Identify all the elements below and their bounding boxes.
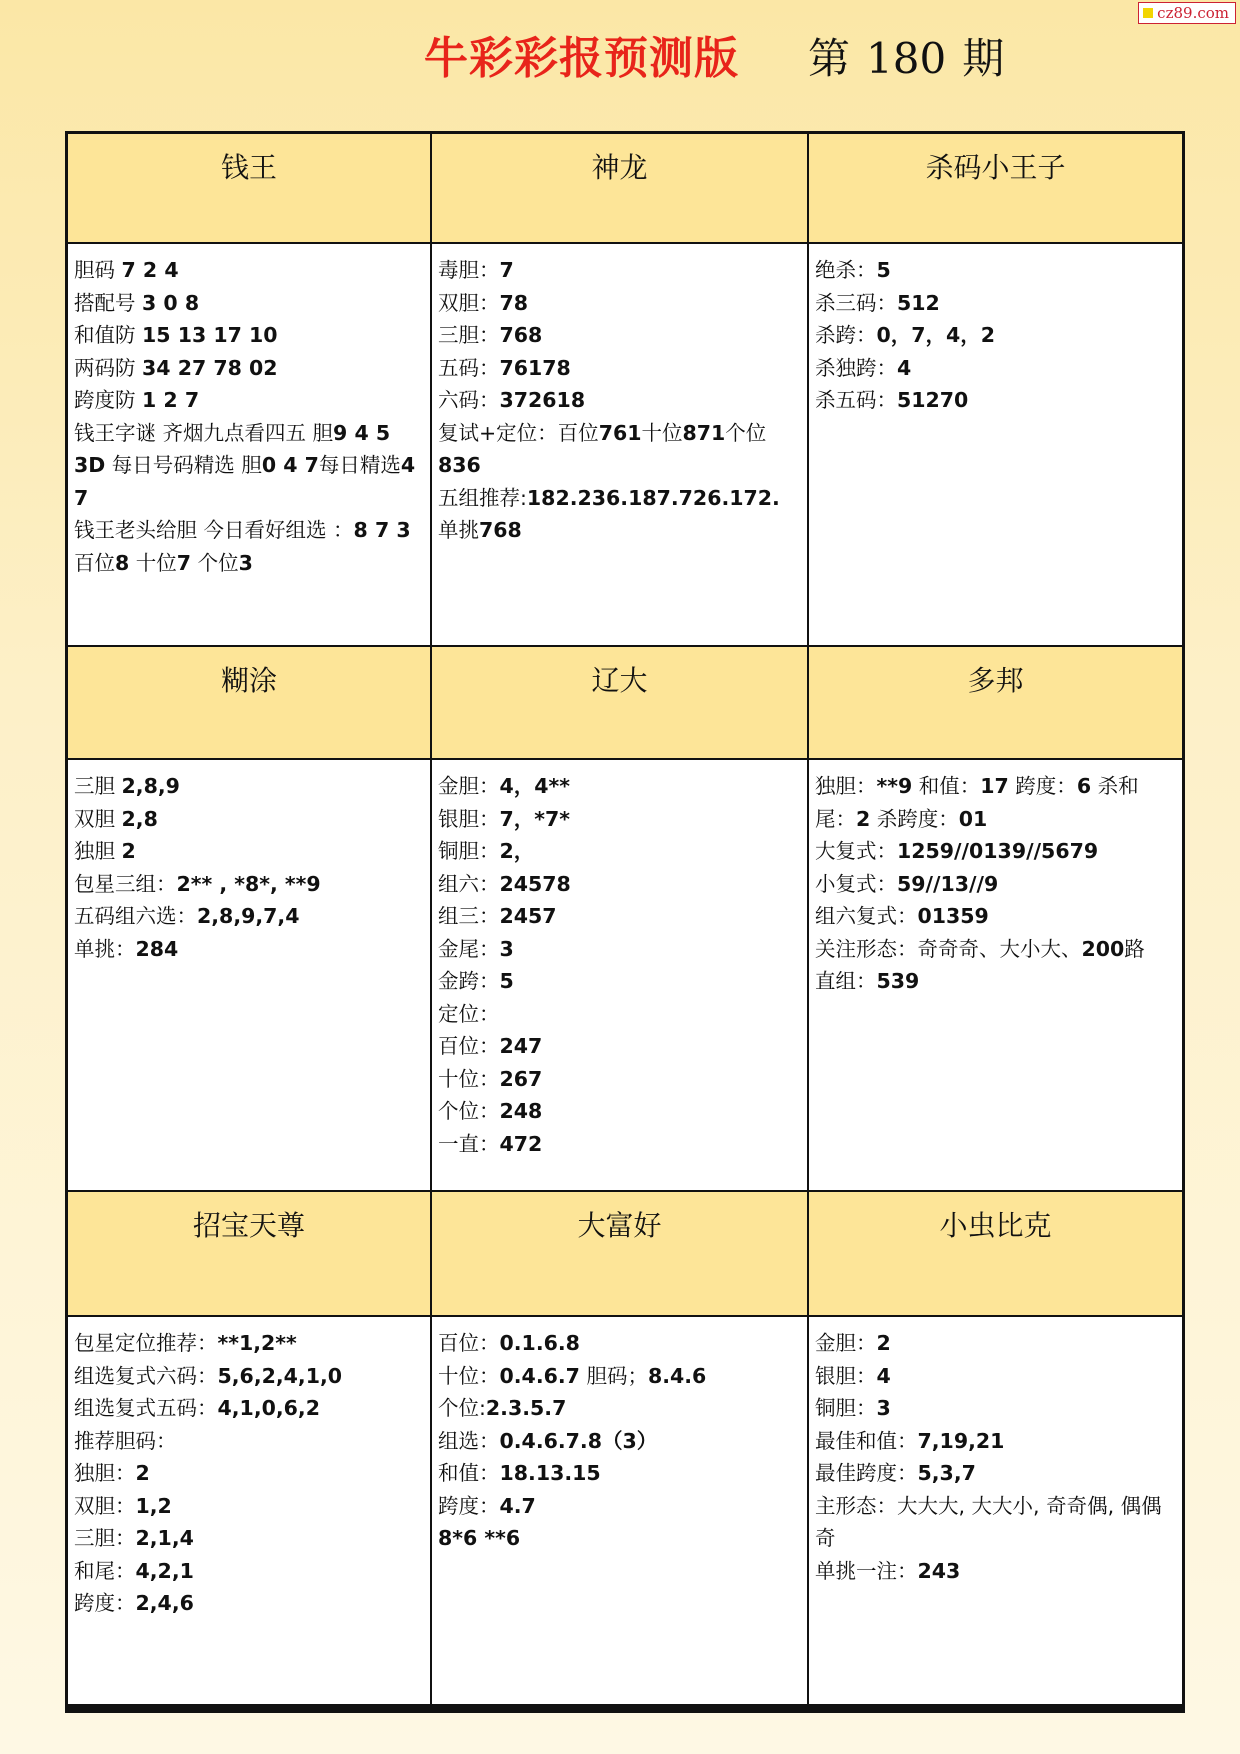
line-label: 独胆 xyxy=(74,839,122,863)
prediction-line xyxy=(815,965,1178,998)
line-value: 5 xyxy=(876,258,891,282)
prediction-line xyxy=(74,770,426,803)
line-label: 十位： xyxy=(438,1066,500,1091)
line-label: 组选： xyxy=(438,1428,500,1453)
line-value: 836 xyxy=(438,453,481,477)
line-value: 2， xyxy=(499,839,535,863)
section-body xyxy=(432,244,809,647)
prediction-line xyxy=(74,352,426,385)
line-label: 路 xyxy=(1124,936,1145,961)
prediction-line xyxy=(438,482,803,515)
prediction-line xyxy=(438,1392,803,1425)
line-label: 组选复式六码： xyxy=(74,1363,218,1388)
line-label: 三胆： xyxy=(74,1526,136,1550)
line-value: 78 xyxy=(499,290,529,315)
line-value: 768 xyxy=(499,323,543,347)
line-label: 百位 xyxy=(74,550,115,575)
line-label: 最佳和值： xyxy=(815,1428,918,1453)
line-label: 五码组六选： xyxy=(74,904,197,928)
issue-prefix: 第 xyxy=(808,34,851,83)
line-value: 2,8,9,7,4 xyxy=(197,904,300,928)
line-label: 搭配号 xyxy=(74,290,143,315)
line-label: 包星定位推荐： xyxy=(74,1331,218,1355)
line-label: 银胆： xyxy=(815,1363,877,1388)
line-label: 绝杀： xyxy=(815,258,877,282)
line-value: 5 xyxy=(499,969,514,993)
prediction-line xyxy=(74,254,426,287)
line-label: 金胆： xyxy=(438,774,500,798)
line-value: 0.4.6.7.8（3） xyxy=(499,1428,658,1453)
line-value: 284 xyxy=(135,936,179,961)
issue-number: 180 xyxy=(866,34,947,83)
prediction-line xyxy=(74,1327,426,1360)
prediction-line xyxy=(815,1457,1178,1490)
prediction-line xyxy=(438,1128,803,1161)
section-title: 神龙 xyxy=(591,151,648,184)
line-value: 2 xyxy=(856,806,871,831)
section-header xyxy=(68,647,432,760)
prediction-line xyxy=(74,449,426,514)
page-header xyxy=(0,18,1240,88)
line-label: 十位： xyxy=(438,1363,500,1388)
prediction-line xyxy=(74,417,426,450)
prediction-line xyxy=(74,933,426,966)
line-value: 7,19,21 xyxy=(917,1428,1005,1453)
line-label: 每日号码精选 胆 xyxy=(105,453,262,477)
line-value: 512 xyxy=(897,290,940,315)
line-value: 3 xyxy=(238,550,253,575)
prediction-line xyxy=(74,287,426,320)
line-value: 4 7 xyxy=(74,453,416,510)
section-body xyxy=(432,760,809,1192)
line-label: 杀五码： xyxy=(815,388,897,412)
line-value: 6 xyxy=(1076,774,1092,798)
watermark-square-icon xyxy=(1143,8,1153,18)
watermark-text: cz89.com xyxy=(1157,4,1229,22)
line-label: 十位 xyxy=(641,420,683,445)
line-label: 胆码 xyxy=(74,258,122,282)
line-label: 大复式： xyxy=(815,839,897,863)
line-value: 4,1,0,6,2 xyxy=(217,1396,320,1420)
line-label: 铜胆： xyxy=(438,839,500,863)
prediction-line xyxy=(815,835,1178,868)
prediction-line xyxy=(438,1490,803,1523)
line-label: 组选复式五码： xyxy=(74,1396,218,1420)
prediction-line xyxy=(815,1555,1178,1588)
line-value: 0.1.6.8 xyxy=(499,1331,580,1355)
line-value: 1 2 7 xyxy=(142,388,200,412)
line-label: 每日精选 xyxy=(318,453,401,477)
line-label: 杀跨： xyxy=(815,323,877,347)
line-value: 8.4.6 xyxy=(647,1363,707,1388)
issue-suffix: 期 xyxy=(962,34,1005,83)
prediction-line xyxy=(74,900,426,933)
line-value: 3 xyxy=(499,936,514,961)
prediction-line xyxy=(74,1522,426,1555)
line-value: 7 2 4 xyxy=(121,258,179,282)
prediction-line xyxy=(815,1392,1178,1425)
prediction-line xyxy=(74,1425,426,1458)
section-title: 小虫比克 xyxy=(939,1209,1052,1242)
line-value: 2 xyxy=(135,1461,150,1485)
line-value: 1,2 xyxy=(135,1493,172,1518)
line-label: 百位： xyxy=(438,1331,500,1355)
line-label: 包星三组： xyxy=(74,871,177,896)
line-value: 2,8 xyxy=(121,806,158,831)
prediction-line xyxy=(438,1327,803,1360)
prediction-line xyxy=(438,1360,803,1393)
line-label: 独胆： xyxy=(74,1461,136,1485)
line-value: 9 4 5 xyxy=(333,420,391,445)
line-value: 871 xyxy=(682,420,726,445)
section-header xyxy=(432,134,809,244)
line-label: 杀和尾： xyxy=(815,774,1139,831)
line-value: 4.7 xyxy=(499,1493,536,1518)
line-value: 7 xyxy=(499,258,514,282)
line-label: 定位： xyxy=(438,1001,500,1026)
line-label: 直组： xyxy=(815,969,877,993)
prediction-line xyxy=(438,1457,803,1490)
line-value: 539 xyxy=(876,969,920,993)
line-value: 3 xyxy=(876,1396,891,1420)
line-value: 51270 xyxy=(897,388,969,412)
line-label: 十位 xyxy=(129,550,177,575)
prediction-line xyxy=(438,770,803,803)
prediction-line xyxy=(438,965,803,998)
line-value: 4 xyxy=(876,1363,891,1388)
line-label: 个位 xyxy=(191,550,239,575)
page-title: 牛彩彩报预测版 xyxy=(424,33,739,84)
line-value: 761 xyxy=(598,420,642,445)
line-label: 两码防 xyxy=(74,355,143,380)
prediction-line xyxy=(438,319,803,352)
issue-label xyxy=(808,26,1020,86)
section-body xyxy=(809,244,1182,647)
line-value: 15 13 17 10 xyxy=(142,323,278,347)
section-body xyxy=(68,1317,432,1704)
line-value: 243 xyxy=(917,1558,961,1583)
section-title: 辽大 xyxy=(591,664,648,697)
prediction-line xyxy=(438,384,803,417)
prediction-line xyxy=(815,1425,1178,1458)
line-value: 8 7 3 xyxy=(353,518,411,542)
prediction-line xyxy=(438,1522,803,1555)
line-value: 200 xyxy=(1081,936,1125,961)
line-label: 单挑一注： xyxy=(815,1558,918,1583)
prediction-line xyxy=(815,319,1178,352)
prediction-line xyxy=(438,1063,803,1096)
prediction-line xyxy=(74,1360,426,1393)
line-label: 跨度防 xyxy=(74,388,143,412)
line-label: 钱王老头给胆 今日看好组选 ： xyxy=(74,518,354,542)
line-value: 2,1,4 xyxy=(135,1526,194,1550)
section-title: 钱王 xyxy=(220,151,277,184)
prediction-line xyxy=(438,417,803,482)
prediction-line xyxy=(815,254,1178,287)
line-label: 五码： xyxy=(438,355,500,380)
prediction-line xyxy=(438,1095,803,1128)
line-value: 5,3,7 xyxy=(917,1461,976,1485)
line-label: 六码： xyxy=(438,388,500,412)
line-value: 4 xyxy=(897,355,912,380)
line-label: 和值： xyxy=(912,774,981,798)
prediction-line xyxy=(815,1490,1178,1555)
line-value: 2 xyxy=(121,839,136,863)
section-title: 糊涂 xyxy=(220,664,277,697)
line-label: 跨度： xyxy=(438,1493,500,1518)
line-value: 0.4.6.7 xyxy=(499,1363,580,1388)
prediction-line xyxy=(815,352,1178,385)
line-value: 76178 xyxy=(499,355,571,380)
section-body xyxy=(809,760,1182,1192)
line-label: 和值防 xyxy=(74,323,143,347)
line-value: 17 xyxy=(980,774,1009,798)
prediction-line xyxy=(438,287,803,320)
prediction-line xyxy=(74,1555,426,1588)
line-value: 2,8,9 xyxy=(121,774,180,798)
prediction-line xyxy=(815,384,1178,417)
section-header xyxy=(809,134,1182,244)
line-label: 组三： xyxy=(438,904,500,928)
prediction-line xyxy=(74,1587,426,1620)
line-value: 5,6,2,4,1,0 xyxy=(217,1363,343,1388)
section-header xyxy=(432,1192,809,1317)
line-value: 4，4** xyxy=(499,774,570,798)
prediction-line xyxy=(74,835,426,868)
section-header xyxy=(809,647,1182,760)
line-label: 和尾： xyxy=(74,1558,136,1583)
prediction-line xyxy=(74,514,426,579)
line-label: 跨度： xyxy=(74,1591,136,1615)
line-label: 小复式： xyxy=(815,871,897,896)
prediction-line xyxy=(438,835,803,868)
line-label: 推荐胆码： xyxy=(74,1428,177,1453)
section-header xyxy=(68,134,432,244)
line-label: 金跨： xyxy=(438,969,500,993)
line-value: 7 xyxy=(176,550,192,575)
prediction-line xyxy=(438,352,803,385)
section-header xyxy=(432,647,809,760)
section-body xyxy=(68,760,432,1192)
line-value: **1,2** xyxy=(217,1331,297,1355)
section-header xyxy=(68,1192,432,1317)
line-label: 组六复式： xyxy=(815,904,918,928)
line-label: 关注形态：奇奇奇、大小大、 xyxy=(815,936,1082,961)
line-value: 4,2,1 xyxy=(135,1558,194,1583)
line-value: 3 0 8 xyxy=(142,290,200,315)
line-label: 五组推荐: xyxy=(438,485,527,510)
prediction-line xyxy=(815,933,1178,966)
prediction-line xyxy=(438,514,803,547)
line-value: 768 xyxy=(479,518,522,542)
line-value: **9 xyxy=(876,774,913,798)
section-title: 杀码小王子 xyxy=(925,151,1066,184)
line-label: 杀独跨： xyxy=(815,355,897,380)
line-value: 2 xyxy=(876,1331,891,1355)
line-value: 247 xyxy=(499,1034,543,1058)
line-label: 银胆： xyxy=(438,806,500,831)
prediction-line xyxy=(74,319,426,352)
line-value: 34 27 78 02 xyxy=(142,355,278,380)
prediction-line xyxy=(74,803,426,836)
line-label: 一直： xyxy=(438,1131,500,1156)
line-label: 个位: xyxy=(438,1396,486,1420)
line-label: 钱王字谜 齐烟九点看四五 胆 xyxy=(74,420,334,445)
prediction-line xyxy=(815,287,1178,320)
section-body xyxy=(68,244,432,647)
prediction-line xyxy=(74,868,426,901)
prediction-line xyxy=(815,900,1178,933)
prediction-line xyxy=(438,803,803,836)
line-value: 59//13//9 xyxy=(897,871,999,896)
prediction-line xyxy=(438,933,803,966)
prediction-line xyxy=(74,1457,426,1490)
section-title: 招宝天尊 xyxy=(192,1209,305,1242)
line-value: 01359 xyxy=(917,904,989,928)
section-header xyxy=(809,1192,1182,1317)
prediction-line xyxy=(438,900,803,933)
line-value: 24578 xyxy=(499,871,571,896)
line-label: 复试+定位：百位 xyxy=(438,420,599,445)
line-label: 个位： xyxy=(438,1099,500,1123)
line-label: 三胆： xyxy=(438,323,500,347)
prediction-line xyxy=(74,384,426,417)
line-value: 1259//0139//5679 xyxy=(897,839,1099,863)
line-value: 8 xyxy=(115,550,130,575)
line-label: 金尾： xyxy=(438,936,500,961)
line-value: 2.3.5.7 xyxy=(485,1396,567,1420)
prediction-line xyxy=(815,770,1178,835)
line-label: 个位 xyxy=(725,420,767,445)
prediction-line xyxy=(438,998,803,1031)
line-value: 0，7，4，2 xyxy=(876,323,996,347)
line-value: 7，*7* xyxy=(499,806,570,831)
prediction-line xyxy=(815,868,1178,901)
line-label: 双胆： xyxy=(438,290,500,315)
section-body xyxy=(432,1317,809,1704)
line-label: 单挑 xyxy=(438,518,479,542)
section-title: 大富好 xyxy=(577,1209,662,1242)
section-body xyxy=(809,1317,1182,1704)
prediction-grid xyxy=(65,131,1185,1713)
prediction-line xyxy=(438,1030,803,1063)
prediction-line xyxy=(438,868,803,901)
line-label: 百位： xyxy=(438,1034,500,1058)
line-label: 胆码； xyxy=(579,1363,648,1388)
section-title: 多邦 xyxy=(967,664,1024,697)
line-value: 2457 xyxy=(499,904,557,928)
line-label: 独胆： xyxy=(815,774,877,798)
prediction-line xyxy=(74,1490,426,1523)
line-label: 单挑： xyxy=(74,936,136,961)
line-label: 组六： xyxy=(438,871,500,896)
line-label: 铜胆： xyxy=(815,1396,877,1420)
line-value: 0 4 7 xyxy=(261,453,319,477)
line-value: 3D xyxy=(74,453,106,477)
line-value: 372618 xyxy=(499,388,586,412)
line-label: 双胆： xyxy=(74,1493,136,1518)
line-label: 和值： xyxy=(438,1461,500,1485)
line-label: 双胆 xyxy=(74,806,122,831)
line-value: 248 xyxy=(499,1099,543,1123)
line-label: 最佳跨度： xyxy=(815,1461,918,1485)
prediction-line xyxy=(815,1327,1178,1360)
line-label: 跨度： xyxy=(1008,774,1077,798)
line-label: 杀跨度： xyxy=(870,806,959,831)
line-value: 182.236.187.726.172. xyxy=(526,485,780,510)
line-label: 金胆： xyxy=(815,1331,877,1355)
line-value: 8*6 **6 xyxy=(438,1526,521,1550)
prediction-line xyxy=(74,1392,426,1425)
line-value: 01 xyxy=(958,806,988,831)
line-value: 267 xyxy=(499,1066,543,1091)
prediction-line xyxy=(438,1425,803,1458)
line-label: 毒胆： xyxy=(438,258,500,282)
prediction-line xyxy=(438,254,803,287)
line-value: 18.13.15 xyxy=(499,1461,601,1485)
line-value: 2** , *8*, **9 xyxy=(176,871,321,896)
prediction-line xyxy=(815,1360,1178,1393)
line-label: 三胆 xyxy=(74,774,122,798)
line-value: 472 xyxy=(499,1131,543,1156)
line-value: 2,4,6 xyxy=(135,1591,194,1615)
line-label: 杀三码： xyxy=(815,290,897,315)
line-label: 主形态：大大大, 大大小, 奇奇偶, 偶偶奇 xyxy=(815,1493,1162,1550)
